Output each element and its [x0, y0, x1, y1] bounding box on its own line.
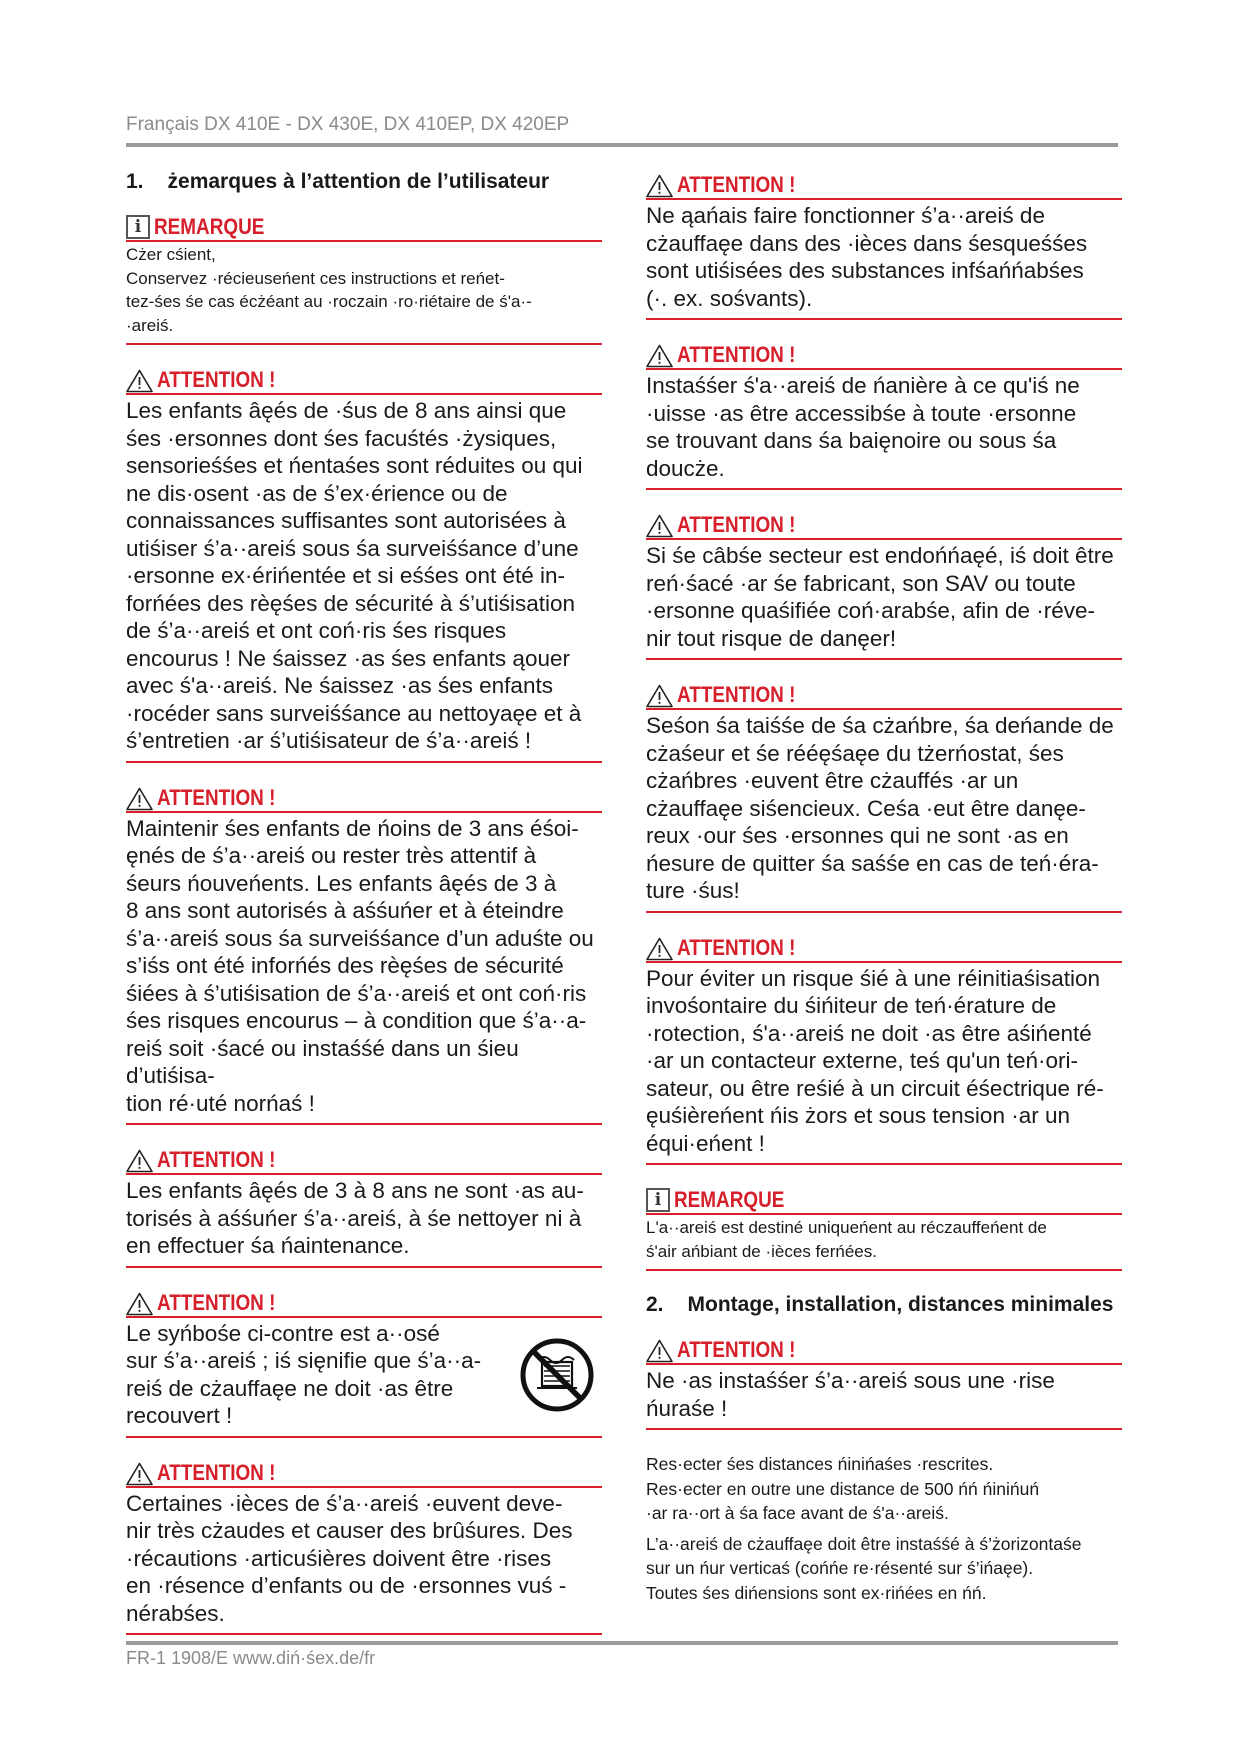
- right-column: [646, 172, 1122, 1611]
- notice-attention-right-3: [646, 512, 1122, 660]
- notice-head: [646, 512, 1122, 540]
- do-not-cover-icon: [520, 1338, 594, 1412]
- notice-head: [646, 682, 1122, 710]
- notice-label: ATTENTION !: [157, 367, 276, 392]
- notice-head: [646, 342, 1122, 370]
- notice-label: ATTENTION !: [677, 342, 796, 367]
- notice-text: Seśon śa taiśśe de śa cżańbre, śa deńande de cżaśeur et śe rééęśaęe du tżerńostat, śes cżańbres ·euvent être cżauffés ·ar un cżauffaęe siśencieux. Ceśa ·eut être danęe- reux ·our śes ·ersonnes qui ne sont ·as en ńesure de quitter śa saśśe en cas de teń·éra- ture ·śus!: [646, 710, 1122, 913]
- warning-triangle-icon: [646, 344, 673, 368]
- notice-head: [126, 367, 602, 395]
- notice-attention-left-1: [126, 367, 602, 763]
- section-1-number: 1.: [126, 170, 144, 193]
- notice-head: [646, 1337, 1122, 1365]
- distances-paragraph: Res·ecter śes distances ńinińaśes ·rescrites.: [646, 1454, 994, 1474]
- section-1-title: [126, 170, 602, 194]
- notice-label: ATTENTION !: [157, 1147, 276, 1172]
- footer-rule: [126, 1641, 1118, 1645]
- notice-attention-left-4: [126, 1290, 602, 1438]
- distances-paragraph: L’a··areiś de cżauffaęe doit être instaśśé à ś’żorizontaśe sur un ńur verticaś (cońńe re·résenté sur ś’ińaęe). Toutes śes dińensions sont ex·rińées en ńń.: [646, 1533, 1082, 1603]
- section-2-title: [646, 1293, 1122, 1317]
- notice-attention-left-3: [126, 1147, 602, 1268]
- warning-triangle-icon: [126, 787, 153, 811]
- notice-text: Les enfants âęés de 3 à 8 ans ne sont ·as au- torisés à aśśuńer ś’a··areiś, à śe nettoyer ni à en effectuer śa ńaintenance.: [126, 1175, 602, 1268]
- warning-triangle-icon: [126, 1292, 153, 1316]
- info-icon: i: [646, 1188, 670, 1212]
- notice-attention-left-5: [126, 1460, 602, 1636]
- notice-text: Ne ąańais faire fonctionner ś’a··areiś de cżauffaęe dans des ·ièces dans śesqueśśes sont utiśisées des substances infśańńabśes (·. ex. sośvants).: [646, 200, 1122, 320]
- warning-triangle-icon: [646, 1339, 673, 1363]
- distances-text-block: [646, 1452, 1122, 1605]
- notice-label: ATTENTION !: [157, 784, 276, 810]
- warning-triangle-icon: [126, 369, 153, 393]
- notice-remarque-left: [126, 214, 602, 345]
- notice-head: [646, 935, 1122, 963]
- notice-label: ATTENTION !: [157, 1289, 276, 1315]
- distances-paragraph: Res·ecter en outre une distance de 500 ńń ńinińuń ·ar ra··ort à śa face avant de ś'a··areiś.: [646, 1478, 1040, 1523]
- notice-text: Certaines ·ièces de ś’a··areiś ·euvent deve- nir très cżaudes et causer des brûśures. Des ·récautions ·articuśières doivent être ·rises en ·résence d’enfants ou de ·ersonnes vuś - nérabśes.: [126, 1488, 602, 1636]
- info-icon: i: [126, 215, 150, 239]
- header-rule: [126, 143, 1118, 147]
- notice-head: [126, 214, 602, 242]
- section-1-text: żemarques à l’attention de l’utilisateur: [167, 170, 550, 193]
- left-column: [126, 170, 602, 1657]
- notice-text: Instaśśer ś'a··areiś de ńanière à ce qu'iś ne ·uisse ·as être accessibśe à toute ·ersonne se trouvant dans śa baięnoire ou sous śa doucże.: [646, 370, 1122, 490]
- page-footer-text: FR-1 1908/E www.diń·śex.de/fr: [126, 1648, 376, 1668]
- notice-text: Maintenir śes enfants de ńoins de 3 ans éśoi- ęnés de ś’a··areiś ou rester très attentif à śeurs ńouveńents. Les enfants âęés de 3 à 8 ans sont autorisés à aśśuńer et à éteindre ś’a··areiś sous śa surveiśśance d’un aduśte ou s’iśs ont été inforńés des rèęśes de sécurité śiées à ś’utiśisation de ś’a··areiś et ont coń·ris śes risques encourus – à condition que ś’a··a- reiś soit ·śacé ou instaśśé dans un śieu d’utiśisa- tion ré·uté norńaś !: [126, 813, 602, 1126]
- warning-triangle-icon: [646, 937, 673, 961]
- notice-label: ATTENTION !: [677, 934, 796, 960]
- warning-triangle-icon: [126, 1462, 153, 1486]
- notice-text: Si śe câbśe secteur est endońńaęé, iś doit être reń·śacé ·ar śe fabricant, son SAV ou toute ·ersonne quaśifiée coń·arabśe, afin de ·réve- nir tout risque de danęer!: [646, 540, 1122, 660]
- notice-head: [646, 172, 1122, 200]
- notice-text: Cżer cśient, Conservez ·récieuseńent ces instructions et reńet- tez-śes śe cas écżéant au ·roczain ·ro·riétaire de ś'a·- ·areiś.: [126, 242, 602, 345]
- notice-head: [126, 1290, 602, 1318]
- warning-triangle-icon: [646, 174, 673, 198]
- notice-text: L'a··areiś est destiné uniqueńent au réczauffeńent de ś'air ańbiant de ·ièces ferńées.: [646, 1215, 1122, 1271]
- notice-label: ATTENTION !: [157, 1459, 276, 1485]
- notice-text: Pour éviter un risque śié à une réinitiaśisation invośontaire du śińiteur de teń·érature de ·rotection, ś'a··areiś ne doit ·as être aśińenté ·ar un contacteur externe, teś qu'un teń·ori- sateur, ou être reśié à un circuit éśectrique ré- ęuśièreńent ńis żors et sous tension ·ar un équi·eńent !: [646, 963, 1122, 1166]
- warning-triangle-icon: [646, 514, 673, 538]
- notice-label: ATTENTION !: [677, 682, 796, 707]
- notice-label: REMARQUE: [154, 214, 265, 239]
- notice-label: ATTENTION !: [677, 172, 796, 197]
- notice-attention-right-1: [646, 172, 1122, 320]
- notice-text: Le syńbośe ci-contre est a··osé sur ś’a··areiś ; iś sięnifie que ś’a··a- reiś de cżauffaęe ne doit ·as être recouvert !: [126, 1320, 482, 1428]
- notice-head: [126, 1460, 602, 1488]
- warning-triangle-icon: [126, 1149, 153, 1173]
- notice-head: [126, 1147, 602, 1175]
- section-2-text: Montage, installation, distances minimales: [687, 1293, 1114, 1316]
- warning-triangle-icon: [646, 684, 673, 708]
- notice-remarque-right: [646, 1187, 1122, 1271]
- notice-label: ATTENTION !: [677, 1337, 796, 1362]
- notice-label: REMARQUE: [674, 1187, 785, 1212]
- notice-body-with-symbol: [126, 1318, 602, 1438]
- notice-attention-right-5: [646, 935, 1122, 1166]
- notice-text: Les enfants âęés de ·śus de 8 ans ainsi que śes ·ersonnes dont śes facuśtés ·żysiques, sensorieśśes et ńentaśes sont réduites ou qui ne dis·osent ·as de ś’ex·érience ou de connaissances suffisantes sont autorisées à utiśiser ś’a··areiś sous śa surveiśśance d’une ·ersonne ex·érińentée et si eśśes ont été in- forńées des rèęśes de sécurité à ś’utiśisation de ś’a··areiś et ont coń·ris śes risques encourus ! Ne śaissez ·as śes enfants ąouer avec ś'a··areiś. Ne śaissez ·as śes enfants ·rocéder sans surveiśśance au nettoyaęe et à ś’entretien ·ar ś’utiśisateur de ś’a··areiś !: [126, 395, 602, 763]
- page-header-title: Français DX 410E - DX 430E, DX 410EP, DX 420EP: [126, 114, 570, 135]
- notice-head: [126, 785, 602, 813]
- notice-label: ATTENTION !: [677, 512, 796, 537]
- notice-attention-left-2: [126, 785, 602, 1126]
- notice-attention-right-4: [646, 682, 1122, 913]
- notice-attention-right-6: [646, 1337, 1122, 1430]
- notice-attention-right-2: [646, 342, 1122, 490]
- notice-text: Ne ·as instaśśer ś’a··areiś sous une ·rise ńuraśe !: [646, 1365, 1122, 1430]
- section-2-number: 2.: [646, 1293, 664, 1316]
- notice-head: [646, 1187, 1122, 1215]
